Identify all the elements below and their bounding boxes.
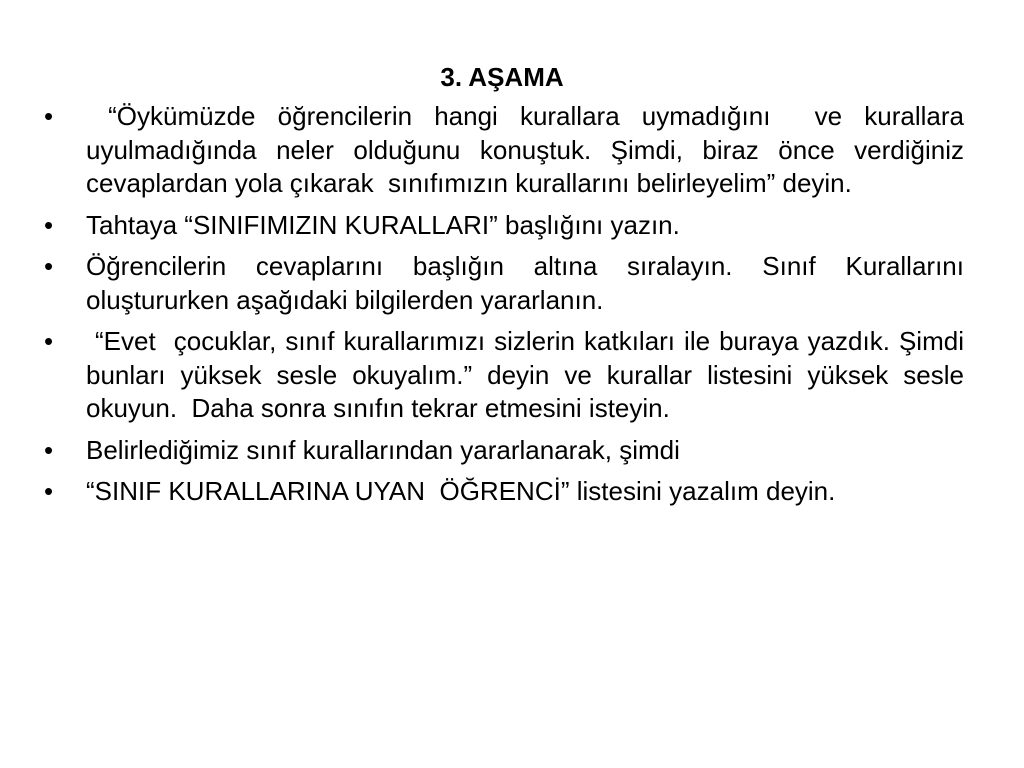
- bullet-text: “Öykümüzde öğrencilerin hangi kurallara uymadığını ve kurallara uyulmadığında neler olduğunu konuştuk. Şimdi, biraz önce verdiğiniz cevaplardan yola çıkarak sınıfımızın kurallarını belirleyelim” deyin.: [86, 101, 972, 198]
- slide-title: 3. AŞAMA: [440, 62, 564, 92]
- bullet-item: [44, 209, 964, 243]
- bullet-dot-icon: •: [44, 101, 54, 131]
- bullet-text: Öğrencilerin cevaplarını başlığın altına sıralayın. Sınıf Kurallarını oluştururken aşağıdaki bilgilerden yararlanın.: [86, 251, 972, 315]
- bullet-dot-icon: •: [44, 251, 54, 281]
- bullet-text: Tahtaya “SINIFIMIZIN KURALLARI” başlığını yazın.: [86, 209, 680, 240]
- bullet-dot-icon: •: [44, 209, 54, 240]
- bullet-item: [44, 250, 972, 317]
- bullet-text: Belirlediğimiz sınıf kurallarından yararlanarak, şimdi: [86, 434, 680, 465]
- bullet-dot-icon: •: [44, 476, 54, 506]
- bullet-text: “Evet çocuklar, sınıf kurallarımızı sizlerin katkıları ile buraya yazdık. Şimdi bunları yüksek sesle okuyalım.” deyin ve kurallar listesini yüksek sesle okuyun. Daha sonra sınıfın tekrar etmesini isteyin.: [86, 326, 972, 423]
- bullet-dot-icon: •: [44, 434, 54, 465]
- bullet-item: [44, 434, 964, 468]
- bullet-text: “SINIF KURALLARINA UYAN ÖĞRENCİ” listesini yazalım deyin.: [86, 476, 836, 506]
- bullet-item: [44, 325, 972, 426]
- bullet-list: [44, 100, 972, 517]
- bullet-item: [44, 100, 972, 201]
- bullet-dot-icon: •: [44, 326, 54, 356]
- bullet-item: [44, 475, 964, 509]
